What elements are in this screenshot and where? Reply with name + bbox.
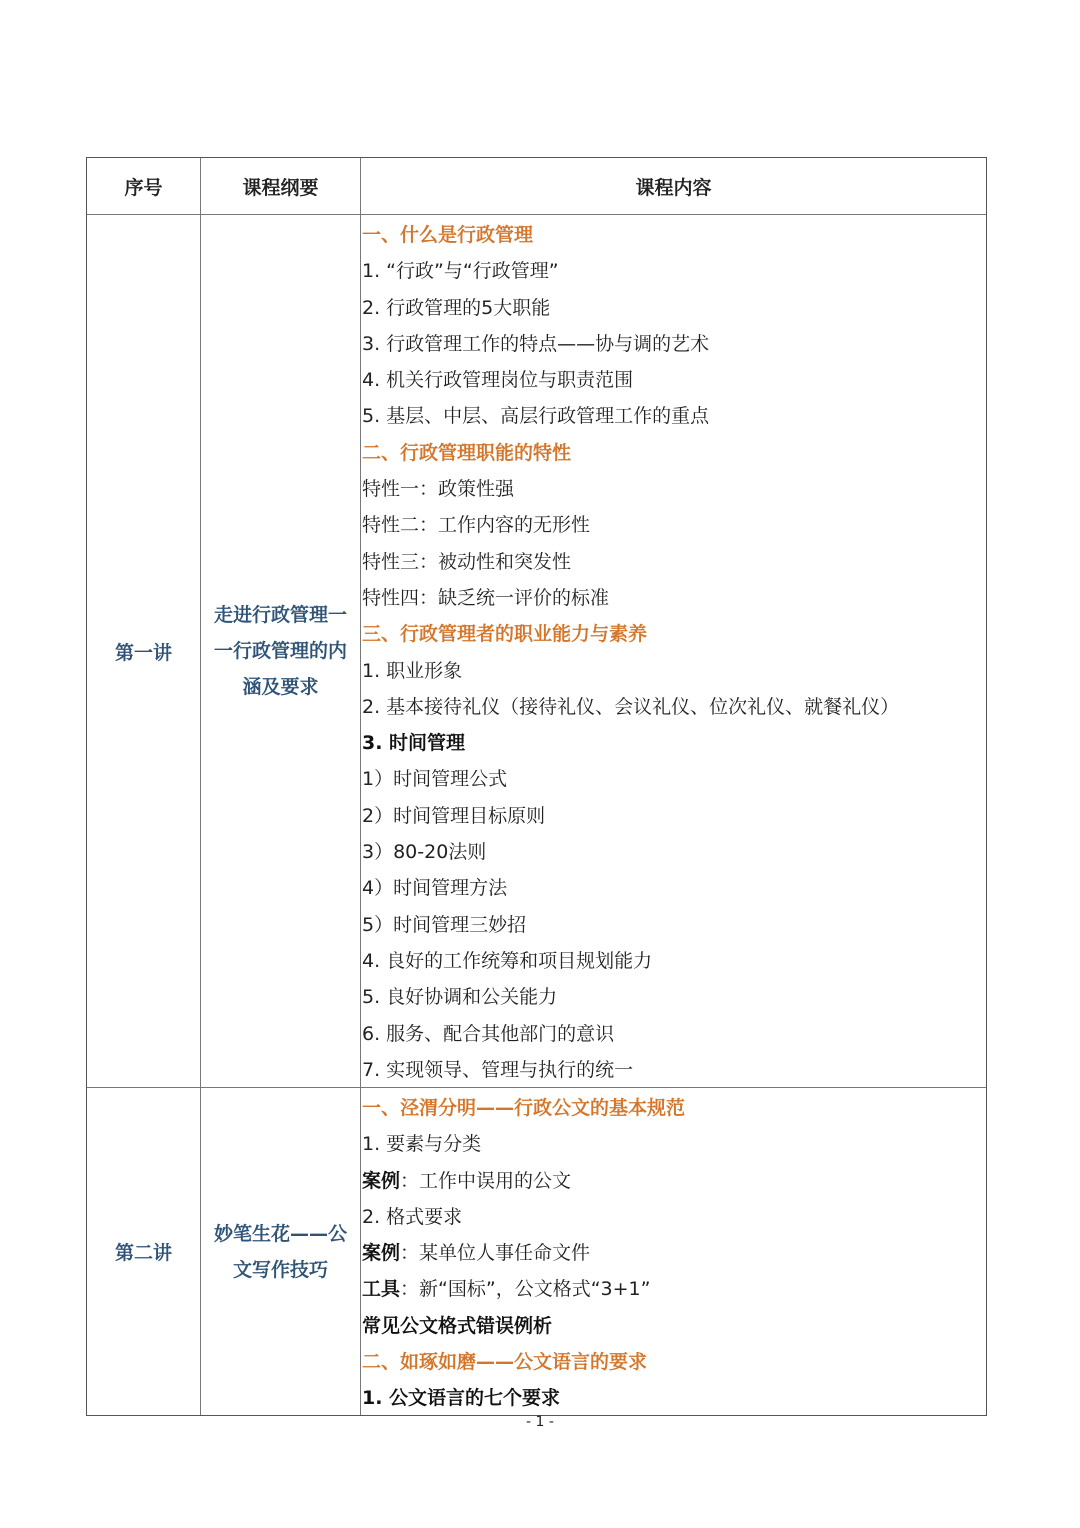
- section-heading: 一、泾渭分明——行政公文的基本规范: [362, 1097, 686, 1119]
- line-text: ：工作中误用的公文: [400, 1169, 572, 1192]
- content-line: 2. 基本接待礼仪（接待礼仪、会议礼仪、位次礼仪、就餐礼仪）: [362, 695, 900, 718]
- line-label: 案例: [362, 1242, 401, 1265]
- content-line: 2. 格式要求: [362, 1205, 463, 1228]
- content-line: 1. 职业形象: [362, 659, 463, 682]
- content-line: 7. 实现领导、管理与执行的统一: [362, 1058, 634, 1081]
- content-line: 4. 良好的工作统筹和项目规划能力: [362, 949, 653, 972]
- page-number: - 1 -: [526, 1414, 554, 1430]
- table-row-lecture-1: [87, 214, 986, 1087]
- section-heading: 二、如琢如磨——公文语言的要求: [362, 1351, 648, 1374]
- lecture-content-cell: [361, 215, 986, 1087]
- section-heading: 一、什么是行政管理: [362, 224, 534, 246]
- header-index: 序号: [87, 158, 201, 214]
- table-header-row: [87, 158, 986, 214]
- header-outline: 课程纲要: [201, 158, 361, 214]
- content-line: 5. 基层、中层、高层行政管理工作的重点: [362, 405, 710, 428]
- section-heading: 二、行政管理职能的特性: [362, 441, 572, 464]
- outline-line: 一行政管理的内: [213, 640, 347, 662]
- lecture-outline: [212, 597, 349, 705]
- content-line: 3. 时间管理: [362, 732, 466, 755]
- content-line: 特性二：工作内容的无形性: [362, 514, 591, 537]
- line-label: 工具: [362, 1278, 401, 1301]
- lecture-index-cell: [87, 215, 201, 1087]
- header-content: 课程内容: [635, 176, 712, 199]
- outline-line: 妙笔生花——公: [213, 1222, 347, 1245]
- content-line: 6. 服务、配合其他部门的意识: [362, 1022, 615, 1045]
- outline-line: 走进行政管理一: [213, 604, 347, 626]
- outline-line: 文写作技巧: [232, 1258, 328, 1281]
- content-line: 1. 公文语言的七个要求: [362, 1387, 561, 1410]
- content-line: 1. 要素与分类: [362, 1133, 482, 1156]
- lecture-outline: [212, 1216, 349, 1288]
- content-line: 2）时间管理目标原则: [362, 804, 546, 827]
- content-line: 特性一：政策性强: [362, 478, 515, 501]
- course-table: [86, 157, 987, 1416]
- lecture-outline-cell: [201, 1088, 361, 1415]
- content-line: 5）时间管理三妙招: [362, 913, 527, 936]
- content-line: 1）时间管理公式: [362, 768, 508, 791]
- content-line: 1. “行政”与“行政管理”: [362, 260, 559, 283]
- content-line: 4. 机关行政管理岗位与职责范围: [362, 369, 634, 392]
- lecture-outline-cell: [201, 215, 361, 1087]
- content-line: 常见公文格式错误例析: [362, 1314, 553, 1337]
- section-heading: 三、行政管理者的职业能力与素养: [362, 623, 648, 646]
- content-line: 5. 良好协调和公关能力: [362, 986, 558, 1009]
- lecture-content-cell: [361, 1088, 986, 1415]
- content-line: 特性三：被动性和突发性: [362, 550, 572, 573]
- content-line: [361, 1163, 986, 1199]
- line-text: ：新“国标”，公文格式“3+1”: [400, 1278, 651, 1301]
- lecture-index-cell: [87, 1088, 201, 1415]
- content-line: 3）80-20法则: [362, 841, 487, 864]
- content-line: [361, 1235, 986, 1271]
- content-line: 特性四：缺乏统一评价的标准: [362, 586, 610, 609]
- lecture-index: 第二讲: [114, 1242, 172, 1264]
- line-label: 案例: [362, 1169, 401, 1192]
- line-text: ：某单位人事任命文件: [400, 1242, 591, 1265]
- content-line: 3. 行政管理工作的特点——协与调的艺术: [362, 332, 710, 355]
- table-row-lecture-2: [87, 1087, 986, 1415]
- content-line: 2. 行政管理的5大职能: [362, 296, 551, 319]
- lecture-index: 第一讲: [114, 641, 172, 664]
- outline-line: 涵及要求: [242, 676, 319, 698]
- content-line: 4）时间管理方法: [362, 877, 508, 900]
- content-line: [361, 1271, 986, 1307]
